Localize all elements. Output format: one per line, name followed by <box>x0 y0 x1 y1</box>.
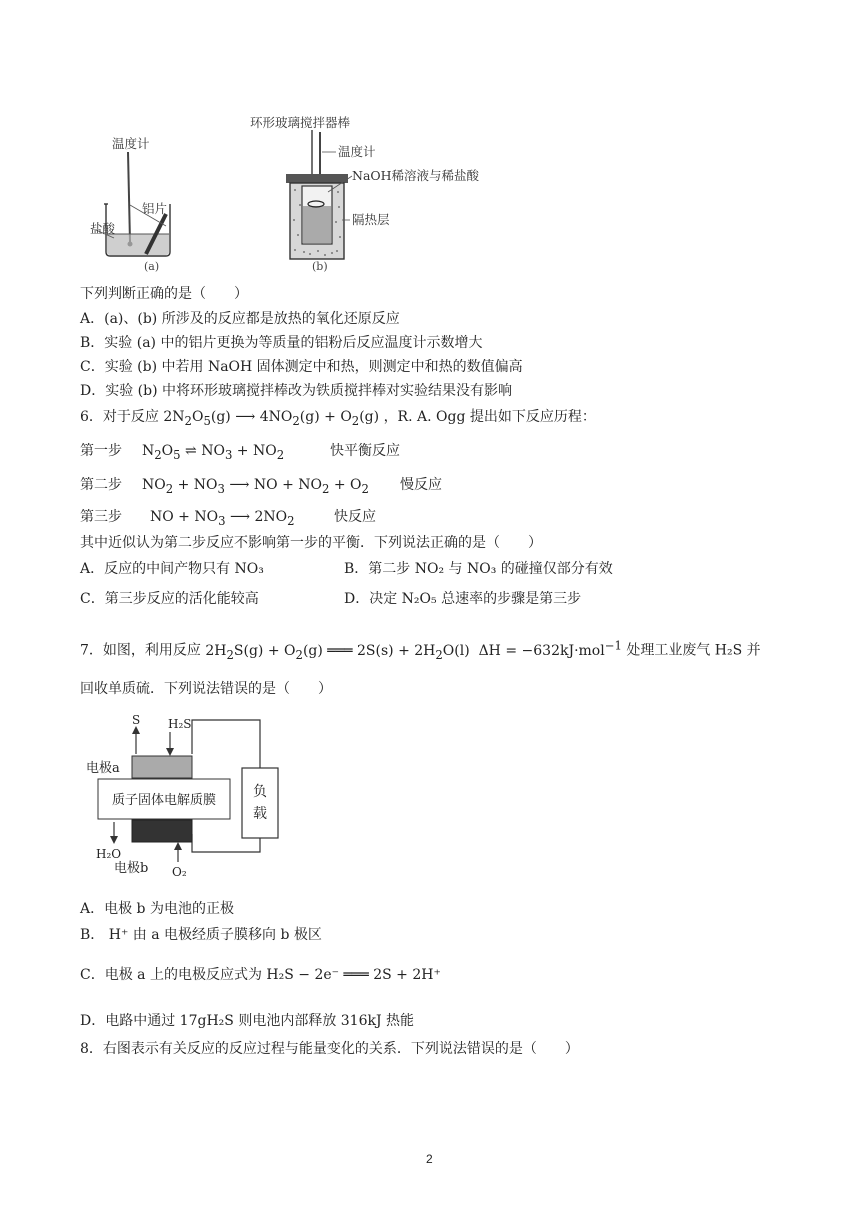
q5-option-d: D．实验 (b) 中将环形玻璃搅拌棒改为铁质搅拌棒对实验结果没有影响 <box>80 383 513 399</box>
h2o-arrow <box>110 836 118 844</box>
q8-stem: 8．右图表示有关反应的反应过程与能量变化的关系．下列说法错误的是（ ） <box>80 1041 579 1057</box>
label-solution: NaOH稀溶液与稀盐酸 <box>352 168 480 183</box>
thermometer-a-line <box>128 152 130 242</box>
q6-option-b: B．第二步 NO₂ 与 NO₃ 的碰撞仅部分有效 <box>344 561 613 577</box>
q7-option-b: B． H⁺ 由 a 电极经质子膜移向 b 极区 <box>80 927 322 943</box>
q6-option-a: A．反应的中间产物只有 NO₃ <box>80 561 264 577</box>
label-electrode-a: 电极a <box>86 761 120 776</box>
s-arrow <box>132 726 140 734</box>
q6-step3-equation: NO + $NO_3$ ⟶ $2NO_2$ <box>150 509 295 528</box>
q6-stem-post: ，R. A. Ogg 提出如下反应历程： <box>383 409 596 425</box>
q6-stem <box>80 408 596 430</box>
label-o2: O₂ <box>172 865 187 879</box>
caption-a: (a) <box>144 260 160 273</box>
q6-question: 其中近似认为第二步反应不影响第一步的平衡．下列说法正确的是（ ） <box>80 535 542 551</box>
q7-stem-line2: 回收单质硫．下列说法错误的是（ ） <box>80 681 332 697</box>
label-electrode-b: 电极b <box>114 861 149 876</box>
label-h2s: H₂S <box>168 717 192 731</box>
page-number: 2 <box>426 1152 433 1166</box>
label-thermometer-a: 温度计 <box>112 136 150 151</box>
q6-step1-equation: $N_2O_5$ ⇌ $NO_3 + NO_2$ <box>142 443 285 462</box>
q5-stem: 下列判断正确的是（ ） <box>80 286 248 302</box>
label-hcl: 盐酸 <box>90 221 116 236</box>
q5-option-a: A．(a)、(b) 所涉及的反应都是放热的氧化还原反应 <box>80 311 400 327</box>
q6-overall-equation: $2N_2O_5(g)$ ⟶ $4NO_2(g) + O_2(g)$ <box>163 409 380 428</box>
electrode-a <box>132 756 192 778</box>
q7-equation: $2H_2S(g) + O_2(g)$ ═══ $2S(s) + 2H_2O(l) \Delta H = -632kJ\cdot mol^{-1}$ <box>205 638 622 662</box>
label-h2o: H₂O <box>96 847 122 861</box>
q6-step1-label: 第一步 <box>80 443 122 459</box>
q7-stem <box>80 636 761 663</box>
q6-stem-pre: 6．对于反应 <box>80 409 159 425</box>
q6-step2-note: 慢反应 <box>400 477 442 493</box>
membrane-label: 质子固体电解质膜 <box>111 793 217 808</box>
q7-stem-pre: 7．如图，利用反应 <box>80 642 201 659</box>
figure-q5 <box>80 110 480 280</box>
q6-option-d: D．决定 N₂O₅ 总速率的步骤是第三步 <box>344 591 582 607</box>
label-s: S <box>132 713 141 727</box>
beaker-a-liquid <box>107 234 169 255</box>
label-aluminum: 铝片 <box>142 201 168 216</box>
load-label-2: 载 <box>253 806 267 822</box>
h2s-arrow <box>166 748 174 756</box>
q6-step3-label: 第三步 <box>80 509 122 525</box>
q7-stem-post: 处理工业废气 H₂S 并 <box>626 642 761 659</box>
figure-q7 <box>84 712 284 882</box>
load-label: 负 <box>253 784 267 800</box>
electrode-b <box>132 820 192 842</box>
q7-option-d: D．电路中通过 17gH₂S 则电池内部释放 316kJ 热能 <box>80 1013 415 1029</box>
q6-step2-equation: $NO_2 + NO_3$ ⟶ NO + $NO_2 + O_2$ <box>142 477 369 496</box>
q7-option-a: A．电极 b 为电池的正极 <box>80 901 234 917</box>
q6-step2-label: 第二步 <box>80 477 122 493</box>
load-box <box>242 768 278 838</box>
q6-step3-note: 快反应 <box>334 509 376 525</box>
q7-option-c: C．电极 a 上的电极反应式为 H₂S − 2e⁻ ═══ 2S + 2H⁺ <box>80 967 441 983</box>
calorimeter-lid <box>286 174 348 183</box>
label-stirrer: 环形玻璃搅拌器棒 <box>250 115 351 130</box>
q5-option-b: B．实验 (a) 中的铝片更换为等质量的铝粉后反应温度计示数增大 <box>80 335 483 351</box>
q5-option-c: C．实验 (b) 中若用 NaOH 固体测定中和热，则测定中和热的数值偏高 <box>80 359 523 375</box>
label-thermometer-b: 温度计 <box>338 144 376 159</box>
q6-option-c: C．第三步反应的活化能较高 <box>80 591 259 607</box>
q6-step1-note: 快平衡反应 <box>330 443 400 459</box>
caption-b: (b) <box>312 260 328 273</box>
label-insulation: 隔热层 <box>352 212 390 227</box>
o2-arrow <box>174 842 182 850</box>
